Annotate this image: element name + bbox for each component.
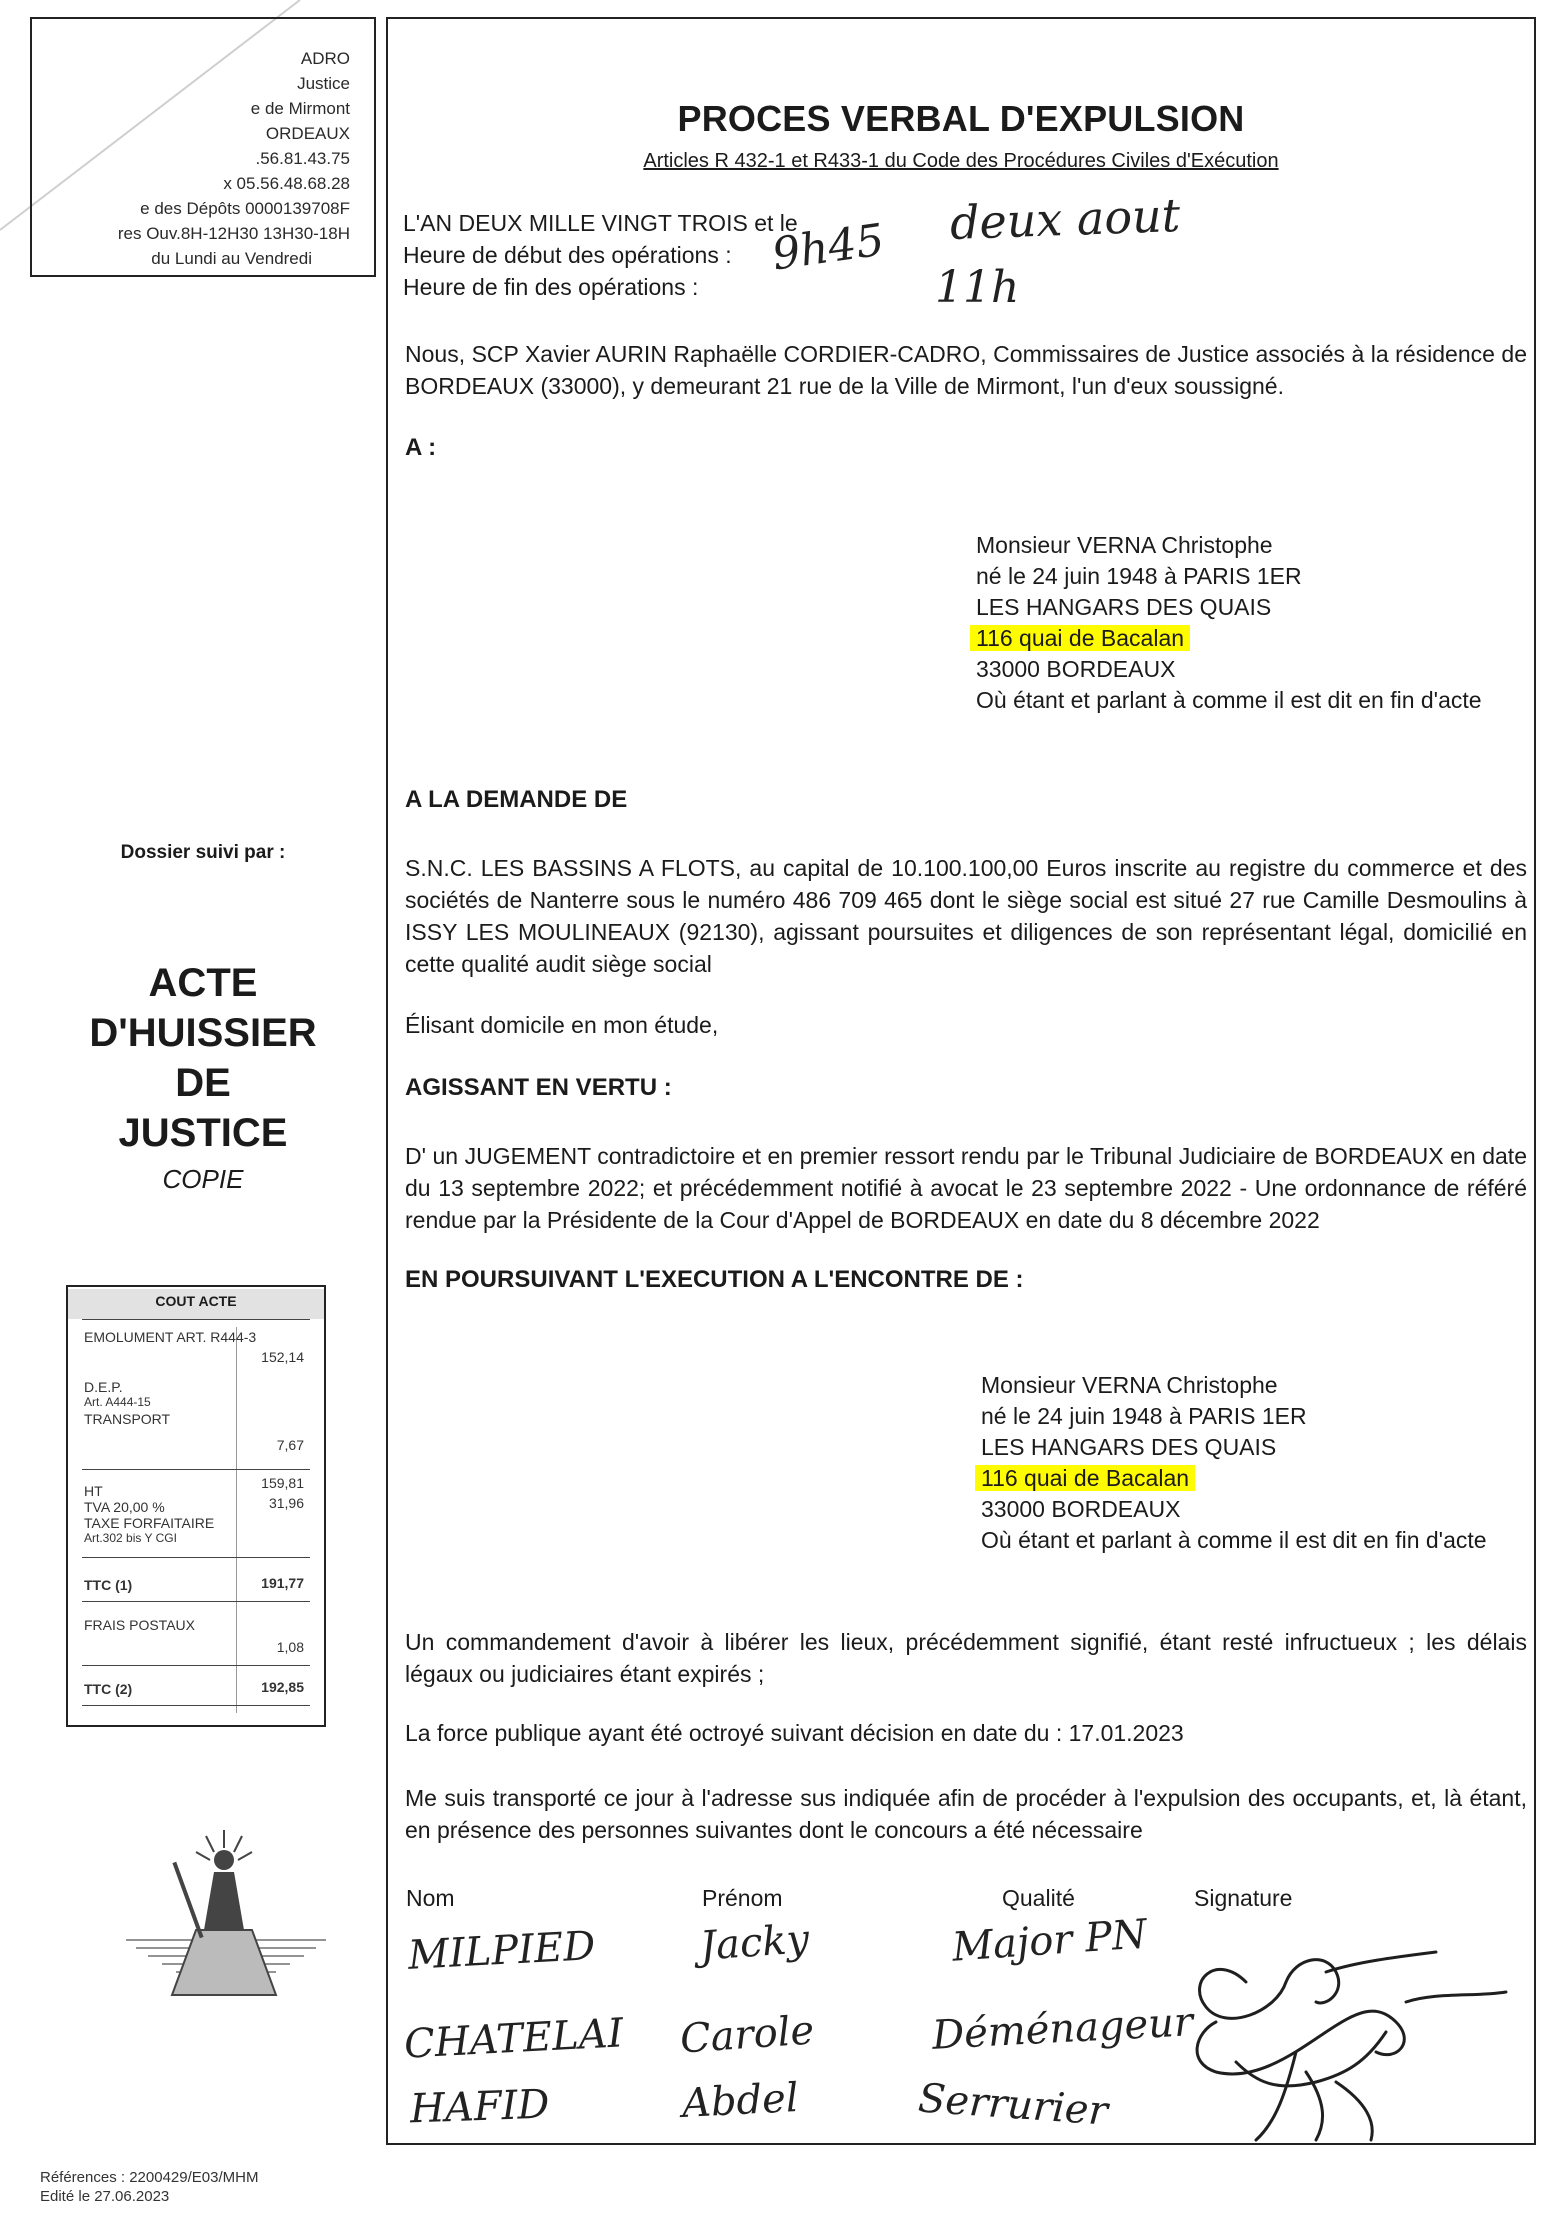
tva-label: TVA 20,00 % (84, 1499, 165, 1515)
defendant-place: LES HANGARS DES QUAIS (981, 1434, 1277, 1460)
year-line: L'AN DEUX MILLE VINGT TROIS et le (403, 210, 798, 236)
attendee-prenom: Jacky (698, 1916, 811, 1970)
cost-title: COUT ACTE (155, 1293, 237, 1309)
taxe-article: Art.302 bis Y CGI (84, 1531, 177, 1545)
start-time-label: Heure de début des opérations : (403, 242, 732, 268)
office-line: Justice (297, 74, 350, 93)
attendee-nom: HAFID (409, 2081, 551, 2133)
frais-label: FRAIS POSTAUX (84, 1617, 195, 1633)
dep-article: Art. A444-15 (84, 1395, 151, 1409)
domicile-line: Élisant domicile en mon étude, (405, 1012, 719, 1038)
demande-paragraph: S.N.C. LES BASSINS A FLOTS, au capital de 10.100.100,00 Euros inscrite au registre du commerce et des sociétés de Nanterre sous le numéro 486 709 465 dont le siège social est situé 27 rue Camille Desmoulins à ISSY LES MOULINEAUX (92130), agissant poursuites et diligences de son représentant légal, domicilié en cette qualité audit siège social (405, 855, 1527, 977)
column-header-prenom: Prénom (702, 1885, 783, 1911)
attendee-prenom: Abdel (680, 2074, 800, 2128)
acte-title-line: ACTE (148, 961, 258, 1005)
office-line: x 05.56.48.68.28 (223, 174, 350, 193)
dossier-label: Dossier suivi par : (120, 842, 286, 863)
recipient-name: Monsieur VERNA Christophe (976, 532, 1273, 558)
office-line: du Lundi au Vendredi (151, 249, 312, 268)
column-header-qualite: Qualité (1002, 1885, 1075, 1911)
office-line: ADRO (300, 49, 350, 68)
office-line: res Ouv.8H-12H30 13H30-18H (117, 224, 350, 243)
intro-paragraph: Nous, SCP Xavier AURIN Raphaëlle CORDIER-CADRO, Commissaires de Justice associés à la résidence de BORDEAUX (33000), y demeurant 21 rue de la Ville de Mirmont, l'un d'eux soussigné. (405, 341, 1527, 399)
acte-title-line: DE (175, 1061, 231, 1105)
transport-label: TRANSPORT (84, 1411, 171, 1427)
dep-label: D.E.P. (84, 1379, 123, 1395)
defendant-address (981, 1370, 1487, 1556)
emolument-value: 152,14 (261, 1349, 304, 1365)
office-contact-box (30, 17, 376, 277)
handwritten-end-time: 11h (935, 262, 1020, 313)
transport-value: 7,67 (276, 1437, 304, 1453)
document-subtitle: Articles R 432-1 et R433-1 du Code des Procédures Civiles d'Exécution (643, 150, 1279, 172)
attendee-nom: MILPIED (406, 1923, 597, 1979)
ttc2-value: 192,85 (261, 1679, 304, 1695)
emolument-label: EMOLUMENT ART. R444-3 (84, 1329, 257, 1345)
office-line: e de Mirmont (250, 99, 350, 118)
office-line: .56.81.43.75 (255, 149, 350, 168)
poursuite-heading: EN POURSUIVANT L'EXECUTION A L'ENCONTRE DE : (405, 1266, 1024, 1293)
reference-number: Références : 2200429/E03/MHM (40, 2169, 259, 2186)
demande-heading: A LA DEMANDE DE (405, 786, 628, 813)
ht-value: 159,81 (261, 1475, 304, 1491)
attendee-nom: CHATELAI (402, 2010, 625, 2068)
handwritten-start-time: 9h45 (768, 214, 888, 281)
defendant-street: 116 quai de Bacalan (975, 1465, 1195, 1491)
vertu-heading: AGISSANT EN VERTU : (405, 1074, 672, 1101)
transport-paragraph: Me suis transporté ce jour à l'adresse sus indiquée afin de procéder à l'expulsion des occupants, et, là étant, en présence des personnes suivantes dont le concours a été nécessaire (405, 1785, 1527, 1843)
attendee-qualite: Déménageur (930, 1999, 1195, 2059)
handwritten-date: deux aout (949, 188, 1181, 250)
defendant-name: Monsieur VERNA Christophe (981, 1372, 1278, 1398)
commandement-paragraph: Un commandement d'avoir à libérer les lieux, précédemment signifié, étant resté infructueux ; les délais légaux ou judiciaires étant expirés ; (405, 1629, 1527, 1687)
recipient-place: LES HANGARS DES QUAIS (976, 594, 1272, 620)
recipient-address (976, 530, 1482, 716)
recipient-city: 33000 BORDEAUX (976, 656, 1176, 682)
recipient-birth: né le 24 juin 1948 à PARIS 1ER (976, 563, 1302, 589)
attendee-qualite: Major PN (950, 1911, 1149, 1971)
column-header-signature: Signature (1194, 1885, 1293, 1911)
justice-emblem-icon (126, 1820, 326, 2015)
end-time-label: Heure de fin des opérations : (403, 274, 699, 300)
cost-table (66, 1285, 326, 1727)
copie-label: COPIE (162, 1164, 244, 1194)
column-header-nom: Nom (406, 1885, 455, 1911)
signatures-drawing (1176, 1912, 1536, 2144)
defendant-note: Où étant et parlant à comme il est dit en fin d'acte (981, 1527, 1487, 1553)
attendee-prenom: Carole (678, 2007, 816, 2063)
recipient-label: A : (405, 434, 437, 461)
acte-title-line: D'HUISSIER (89, 1011, 317, 1055)
tva-value: 31,96 (268, 1495, 304, 1511)
recipient-note: Où étant et parlant à comme il est dit en fin d'acte (976, 687, 1482, 713)
edit-date: Edité le 27.06.2023 (40, 2188, 170, 2205)
office-line: ORDEAUX (265, 124, 350, 143)
acte-title-line: JUSTICE (118, 1111, 288, 1155)
taxe-label: TAXE FORFAITAIRE (84, 1515, 215, 1531)
acte-title (30, 958, 376, 1158)
ht-label: HT (84, 1483, 103, 1499)
ttc1-label: TTC (1) (84, 1577, 133, 1593)
attendee-qualite: Serrurier (916, 2075, 1110, 2135)
defendant-city: 33000 BORDEAUX (981, 1496, 1181, 1522)
ttc1-value: 191,77 (261, 1575, 304, 1591)
defendant-birth: né le 24 juin 1948 à PARIS 1ER (981, 1403, 1307, 1429)
vertu-paragraph: D' un JUGEMENT contradictoire et en premier ressort rendu par le Tribunal Judiciaire de BORDEAUX en date du 13 septembre 2022; et précédemment notifié à avocat le 23 septembre 2022 - Une ordonnance de référé rendue par la Présidente de la Cour d'Appel de BORDEAUX en date du 8 décembre 2022 (405, 1143, 1527, 1233)
office-line: e des Dépôts 0000139708F (140, 199, 350, 218)
frais-value: 1,08 (276, 1639, 304, 1655)
ttc2-label: TTC (2) (84, 1681, 133, 1697)
document-title: PROCES VERBAL D'EXPULSION (677, 98, 1245, 139)
force-publique-line: La force publique ayant été octroyé suivant décision en date du : 17.01.2023 (405, 1720, 1184, 1746)
references (40, 2168, 258, 2206)
recipient-street: 116 quai de Bacalan (970, 625, 1190, 651)
